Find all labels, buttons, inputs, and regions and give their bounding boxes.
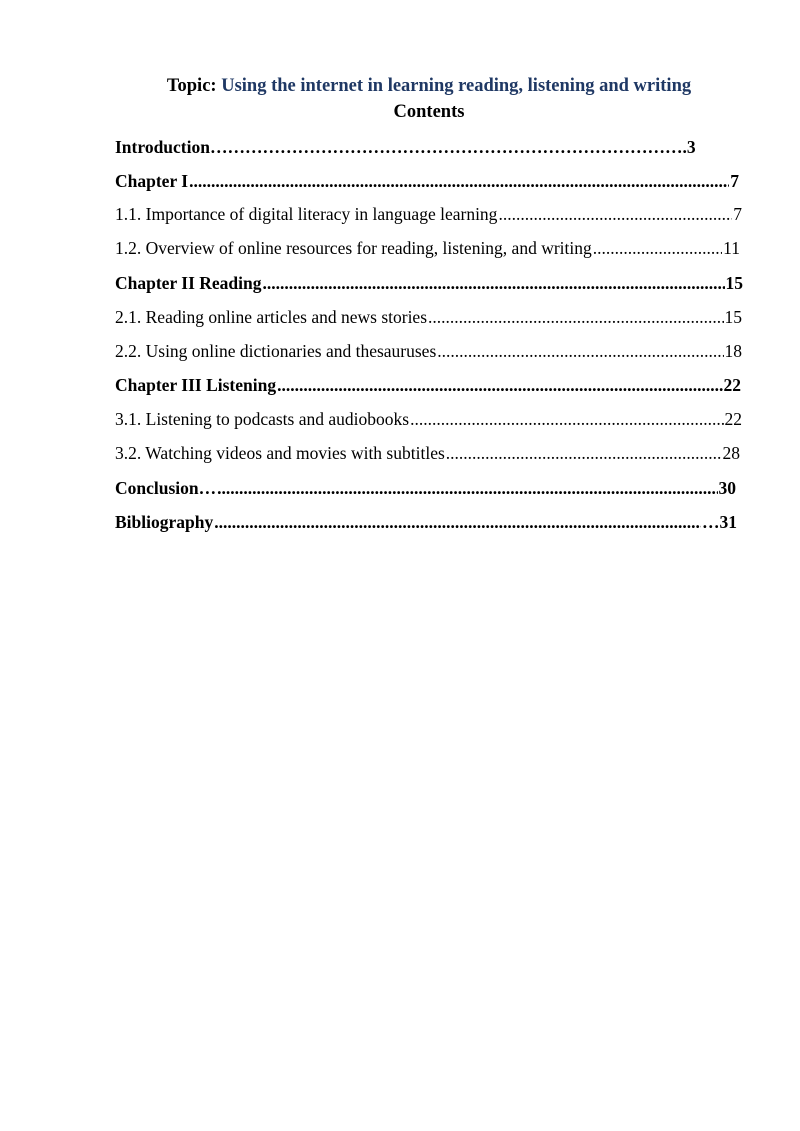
toc-dot-leader bbox=[263, 272, 725, 294]
toc-dot-leader bbox=[214, 511, 701, 533]
toc-dot-leader bbox=[410, 408, 723, 430]
toc-entry-label: Chapter I bbox=[115, 171, 189, 191]
toc-entry-1-1[interactable] bbox=[115, 203, 742, 225]
toc-entry-page: 15 bbox=[725, 273, 743, 293]
topic-title: Using the internet in learning reading, listening and writing bbox=[221, 76, 692, 96]
toc-dot-leader bbox=[593, 237, 722, 259]
toc-entry-1-2[interactable] bbox=[115, 237, 740, 259]
toc-entry-2-2[interactable] bbox=[115, 340, 742, 362]
toc-entry-3-1[interactable] bbox=[115, 408, 742, 430]
toc-entry-label: 1.1. Importance of digital literacy in language learning bbox=[115, 204, 498, 224]
toc-entry-label: Bibliography bbox=[115, 512, 214, 532]
toc-entry-page: 28 bbox=[722, 443, 740, 463]
toc-entry-label: 2.1. Reading online articles and news stories bbox=[115, 307, 428, 327]
toc-entry-chapter-2[interactable] bbox=[115, 272, 743, 294]
toc-entry-page: 22 bbox=[724, 409, 742, 429]
toc-entry-page: 15 bbox=[724, 307, 742, 327]
toc-entry-page: 30 bbox=[718, 478, 736, 498]
toc-entry-label: 2.2. Using online dictionaries and thesauruses bbox=[115, 341, 437, 361]
toc-entry-page: 7 bbox=[733, 204, 742, 224]
topic-label: Topic: bbox=[166, 76, 217, 96]
toc-entry-label: Introduction………………………………………………………………………. bbox=[115, 137, 687, 157]
toc-dot-leader bbox=[446, 442, 722, 464]
toc-entry-bibliography[interactable] bbox=[115, 511, 737, 533]
toc-entry-page: 18 bbox=[724, 341, 742, 361]
toc-entry-page: 7 bbox=[730, 171, 739, 191]
toc-dot-leader bbox=[437, 340, 723, 362]
contents-heading: Contents bbox=[393, 102, 465, 122]
topic-line bbox=[0, 75, 800, 97]
toc-dot-leader bbox=[428, 306, 723, 328]
toc-entry-label: 1.2. Overview of online resources for reading, listening, and writing bbox=[115, 238, 592, 258]
toc-entry-chapter-1[interactable] bbox=[115, 170, 739, 192]
toc-dot-leader bbox=[277, 374, 722, 396]
toc-entry-conclusion[interactable] bbox=[115, 477, 736, 499]
toc-entry-label: Conclusion… bbox=[115, 478, 217, 498]
toc-entry-page: 22 bbox=[723, 375, 741, 395]
toc-entry-label: Chapter III Listening bbox=[115, 375, 277, 395]
toc-entry-label: Chapter II Reading bbox=[115, 273, 262, 293]
toc-entry-3-2[interactable] bbox=[115, 442, 740, 464]
toc-entry-introduction[interactable] bbox=[115, 136, 739, 158]
toc-entry-label: 3.2. Watching videos and movies with subtitles bbox=[115, 443, 445, 463]
toc-dot-leader bbox=[498, 203, 732, 225]
toc-entry-chapter-3[interactable] bbox=[115, 374, 741, 396]
toc-entry-label: 3.1. Listening to podcasts and audiobooks bbox=[115, 409, 410, 429]
toc-entry-page: 11 bbox=[723, 238, 740, 258]
toc-entry-page: 3 bbox=[686, 137, 696, 157]
toc-dot-leader bbox=[217, 477, 717, 499]
toc-dot-leader bbox=[189, 170, 729, 192]
toc-entry-page: …31 bbox=[702, 512, 737, 532]
toc-entry-2-1[interactable] bbox=[115, 306, 742, 328]
